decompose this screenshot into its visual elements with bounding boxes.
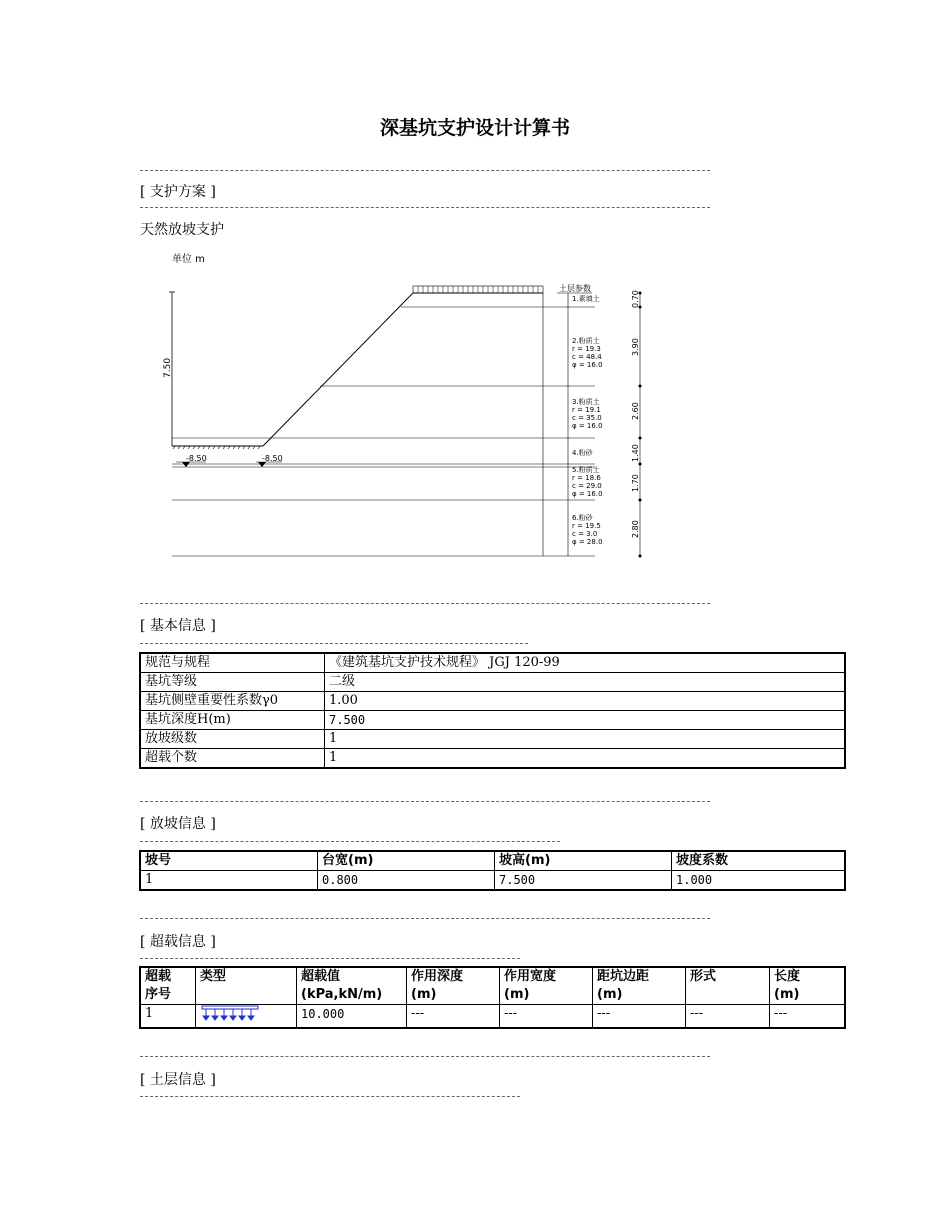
svg-text:c = 3.0: c = 3.0 xyxy=(572,530,598,538)
table-row: 规范与规程 《建筑基坑支护技术规程》 JGJ 120-99 xyxy=(140,653,845,673)
unit-label: 单位 m xyxy=(172,254,205,265)
svg-text:c = 29.0: c = 29.0 xyxy=(572,482,602,490)
soil-layer-boundaries xyxy=(172,307,598,556)
table-row: 基坑深度H(m) 7.500 xyxy=(140,711,845,730)
table-row: 放坡级数 1 xyxy=(140,730,845,749)
svg-text:c = 35.0: c = 35.0 xyxy=(572,414,602,422)
divider xyxy=(140,1096,520,1097)
svg-text:φ = 16.0: φ = 16.0 xyxy=(572,361,603,369)
divider xyxy=(140,958,520,959)
layer-5-name: 5.粉质土 xyxy=(572,466,600,474)
divider xyxy=(140,1056,710,1057)
dim-layer-4: 1.40 xyxy=(631,444,640,462)
table-row: 1 10.000 --- --- --- --- --- xyxy=(140,1005,845,1029)
dim-layer-5: 1.70 xyxy=(631,474,640,492)
section-heading-basic: [ 基本信息 ] xyxy=(140,618,216,634)
level-marker-left xyxy=(176,454,207,467)
divider xyxy=(140,643,528,644)
divider xyxy=(140,603,710,604)
section-heading-slope: [ 放坡信息 ] xyxy=(140,816,216,832)
layer-6-name: 6.粉砂 xyxy=(572,514,593,522)
layer-3-name: 3.粉质土 xyxy=(572,398,600,406)
table-row: 基坑侧壁重要性系数γ0 1.00 xyxy=(140,692,845,711)
soil-params-title: 土层参数 xyxy=(559,284,591,293)
divider xyxy=(140,801,710,802)
svg-text:r = 19.1: r = 19.1 xyxy=(572,406,601,414)
svg-text:r = 18.6: r = 18.6 xyxy=(572,474,601,482)
surcharge-type-cell xyxy=(196,1005,297,1029)
basic-info-table xyxy=(139,652,846,769)
slope-section-drawing xyxy=(0,0,950,600)
section-heading-surcharge: [ 超载信息 ] xyxy=(140,934,216,950)
svg-text:-8.50: -8.50 xyxy=(262,454,283,463)
depth-dimension-label: 7.50 xyxy=(163,357,173,378)
svg-text:φ = 16.0: φ = 16.0 xyxy=(572,490,603,498)
table-header-row: 坡号 台宽(m) 坡高(m) 坡度系数 xyxy=(140,851,845,871)
slope-info-table xyxy=(139,850,846,891)
dim-layer-6: 2.80 xyxy=(631,520,640,538)
section-heading-soil: [ 土层信息 ] xyxy=(140,1072,216,1088)
table-row: 超载个数 1 xyxy=(140,749,845,769)
dim-layer-1: 0.70 xyxy=(631,290,640,308)
surcharge-info-table xyxy=(139,966,846,1029)
support-scheme-text: 天然放坡支护 xyxy=(140,222,224,238)
layer-1-name: 1.素填土 xyxy=(572,295,600,303)
document-title: 深基坑支护设计计算书 xyxy=(379,117,570,139)
table-header-row: 超载 序号 类型 超载值 (kPa,kN/m) 作用深度 (m) 作用宽度 (m) 距坑边距 (m) 形式 长度 (m) xyxy=(140,967,845,1005)
divider xyxy=(140,841,560,842)
svg-text:r = 19.3: r = 19.3 xyxy=(572,345,601,353)
svg-text:r = 19.5: r = 19.5 xyxy=(572,522,601,530)
layer-4-name: 4.粉砂 xyxy=(572,449,593,457)
section-heading-scheme: [ 支护方案 ] xyxy=(140,184,216,200)
divider xyxy=(140,918,710,919)
dim-layer-2: 3.90 xyxy=(631,338,640,356)
svg-text:c = 48.4: c = 48.4 xyxy=(572,353,602,361)
uniform-load-icon xyxy=(200,1005,260,1021)
svg-text:-8.50: -8.50 xyxy=(186,454,207,463)
svg-text:φ = 28.0: φ = 28.0 xyxy=(572,538,603,546)
layer-2-name: 2.粉质土 xyxy=(572,337,600,345)
table-row: 基坑等级 二级 xyxy=(140,673,845,692)
level-marker-mid xyxy=(256,454,283,467)
svg-text:φ = 16.0: φ = 16.0 xyxy=(572,422,603,430)
dim-layer-3: 2.60 xyxy=(631,402,640,420)
table-row: 1 0.800 7.500 1.000 xyxy=(140,871,845,891)
